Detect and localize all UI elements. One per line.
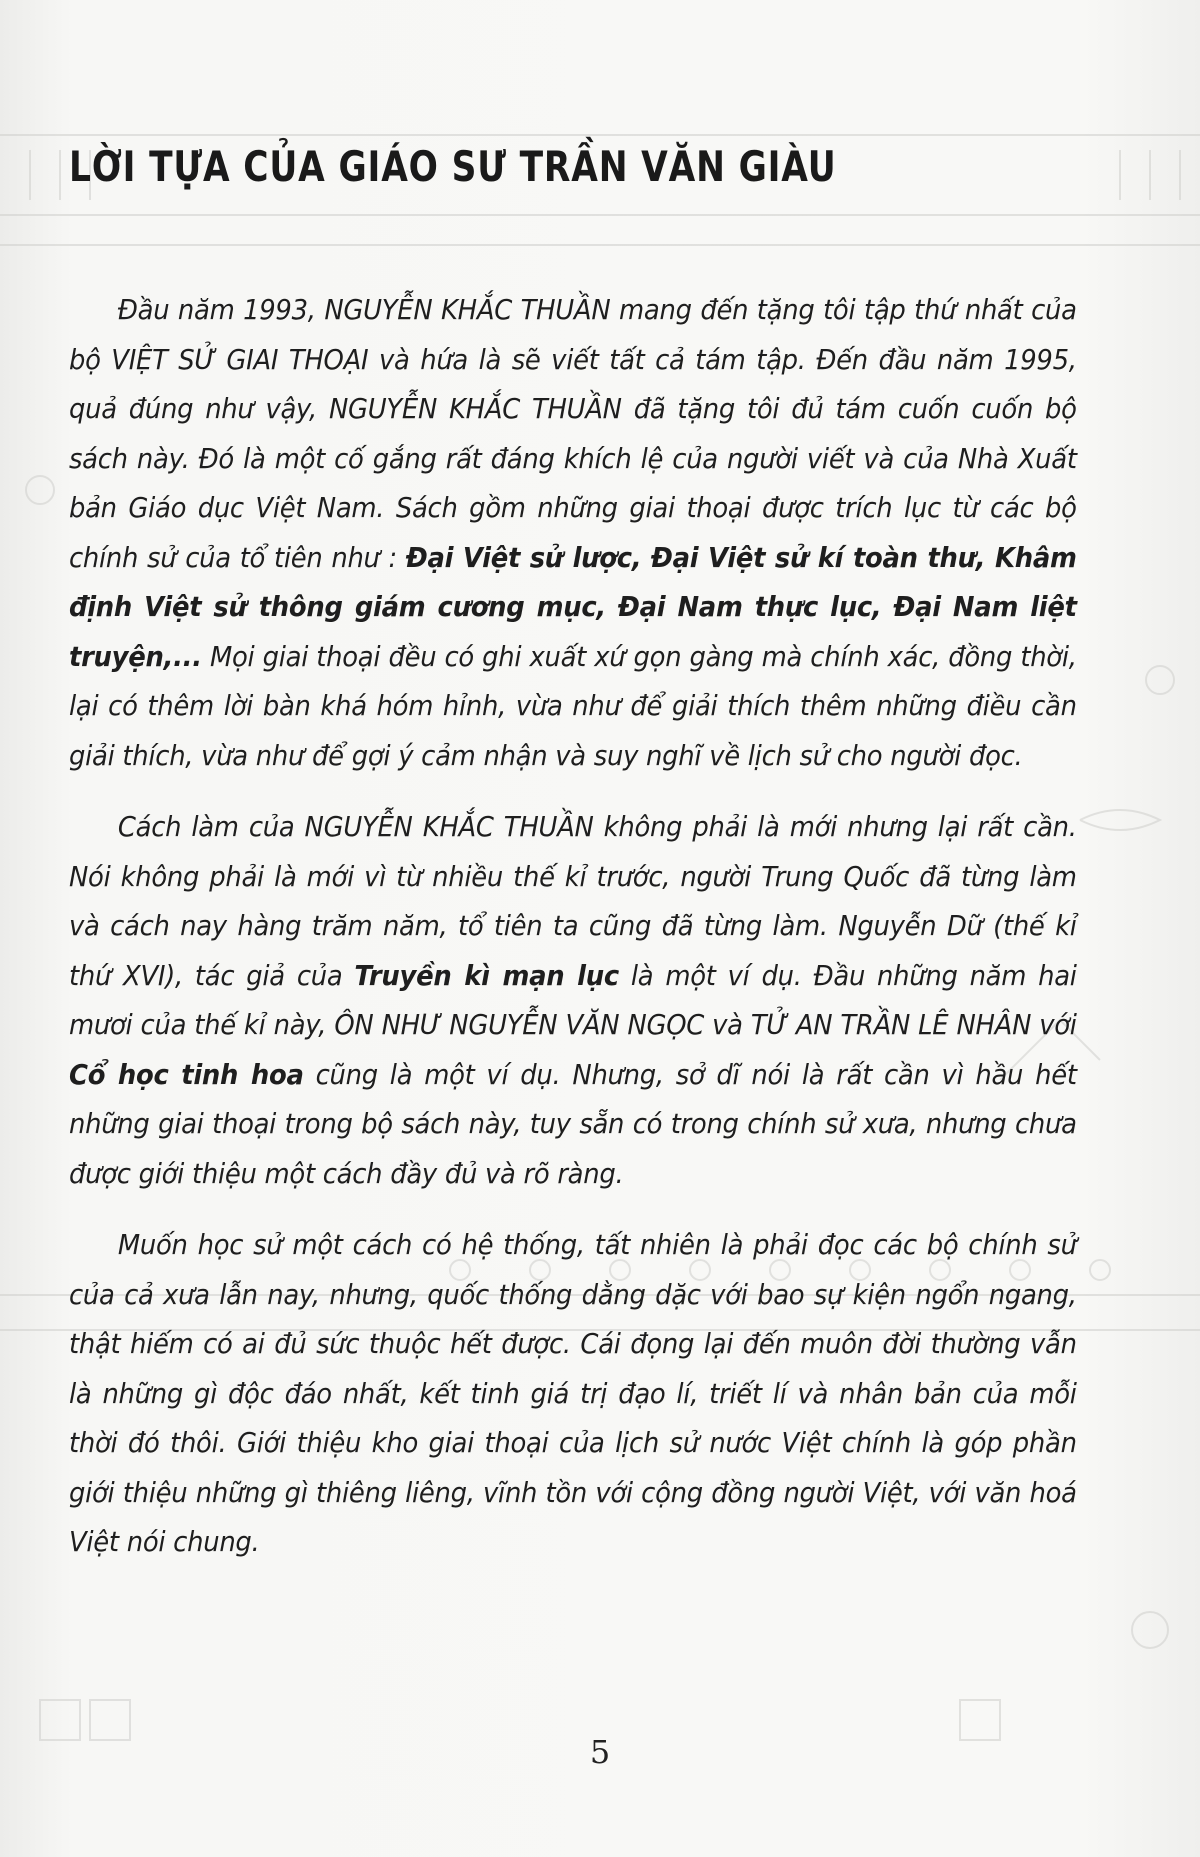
text-segment: cũng là một ví dụ. Nhưng, sở dĩ nói là rất cần vì hầu hết những giai thoại trong bộ sách này, tuy sẵn có trong chính sử xưa, nhưng chưa được giới thiệu một cách đầy đủ và rõ ràng. (69, 1058, 1077, 1190)
text-segment: Cách làm của NGUYỄN KHẮC THUẦN không phải là mới nhưng lại rất cần. Nói không phải là mới vì từ nhiều thế kỉ trước, người Trung Quốc đã từng làm và cách nay hàng trăm năm, tổ tiên ta cũng đã từng làm. Nguyễn Dữ (thế kỉ thứ XVI), tác giả của (69, 811, 1077, 992)
bold-book-title: Cổ học tinh hoa (69, 1058, 304, 1091)
text-segment: là một ví dụ. Đầu những năm hai mươi của thế kỉ này, ÔN NHƯ NGUYỄN VĂN NGỌC và TỬ AN TRẦN LÊ NHÂN với (69, 959, 1077, 1041)
bold-book-title: Truyền kì mạn lục (354, 959, 619, 992)
text-segment: Mọi giai thoại đều có ghi xuất xứ gọn gàng mà chính xác, đồng thời, lại có thêm lời bàn khá hóm hỉnh, vừa như để giải thích thêm những điều cần giải thích, vừa như để gợi ý cảm nhận và suy nghĩ về lịch sử cho người đọc. (69, 640, 1077, 772)
text-segment: Muốn học sử một cách có hệ thống, tất nhiên là phải đọc các bộ chính sử của cả xưa lẫn nay, nhưng, quốc thống dằng dặc với bao sự kiện ngổn ngang, thật hiếm có ai đủ sức thuộc hết được. Cái đọng lại đến muôn đời thường vẫn là những gì độc đáo nhất, kết tinh giá trị đạo lí, triết lí và nhân bản của mỗi thời đó thôi. Giới thiệu kho giai thoại của lịch sử nước Việt chính là góp phần giới thiệu những gì thiêng liêng, vĩnh tồn với cộng đồng người Việt, với văn hoá Việt nói chung. (69, 1229, 1077, 1558)
page-title: LỜI TỰA CỦA GIÁO SƯ TRẦN VĂN GIÀU (69, 142, 837, 191)
paragraph-1 (69, 286, 1077, 781)
paragraph-2 (69, 803, 1077, 1199)
paragraph-3 (69, 1221, 1077, 1568)
text-segment: Đầu năm 1993, NGUYỄN KHẮC THUẦN mang đến tặng tôi tập thứ nhất của bộ VIỆT SỬ GIAI THOẠI và hứa là sẽ viết tất cả tám tập. Đến đầu năm 1995, quả đúng như vậy, NGUYỄN KHẮC THUẦN đã tặng tôi đủ tám cuốn cuốn bộ sách này. Đó là một cố gắng rất đáng khích lệ của người viết và của Nhà Xuất bản Giáo dục Việt Nam. Sách gồm những giai thoại được trích lục từ các bộ chính sử của tổ tiên như : (69, 294, 1077, 574)
page-number: 5 (589, 1733, 611, 1771)
preface-body (69, 286, 1077, 1568)
bold-book-titles: Đại Việt sử lược, Đại Việt sử kí toàn thư, Khâm định Việt sử thông giám cương mục, Đại Nam thực lục, Đại Nam liệt truyện,... (69, 541, 1077, 673)
